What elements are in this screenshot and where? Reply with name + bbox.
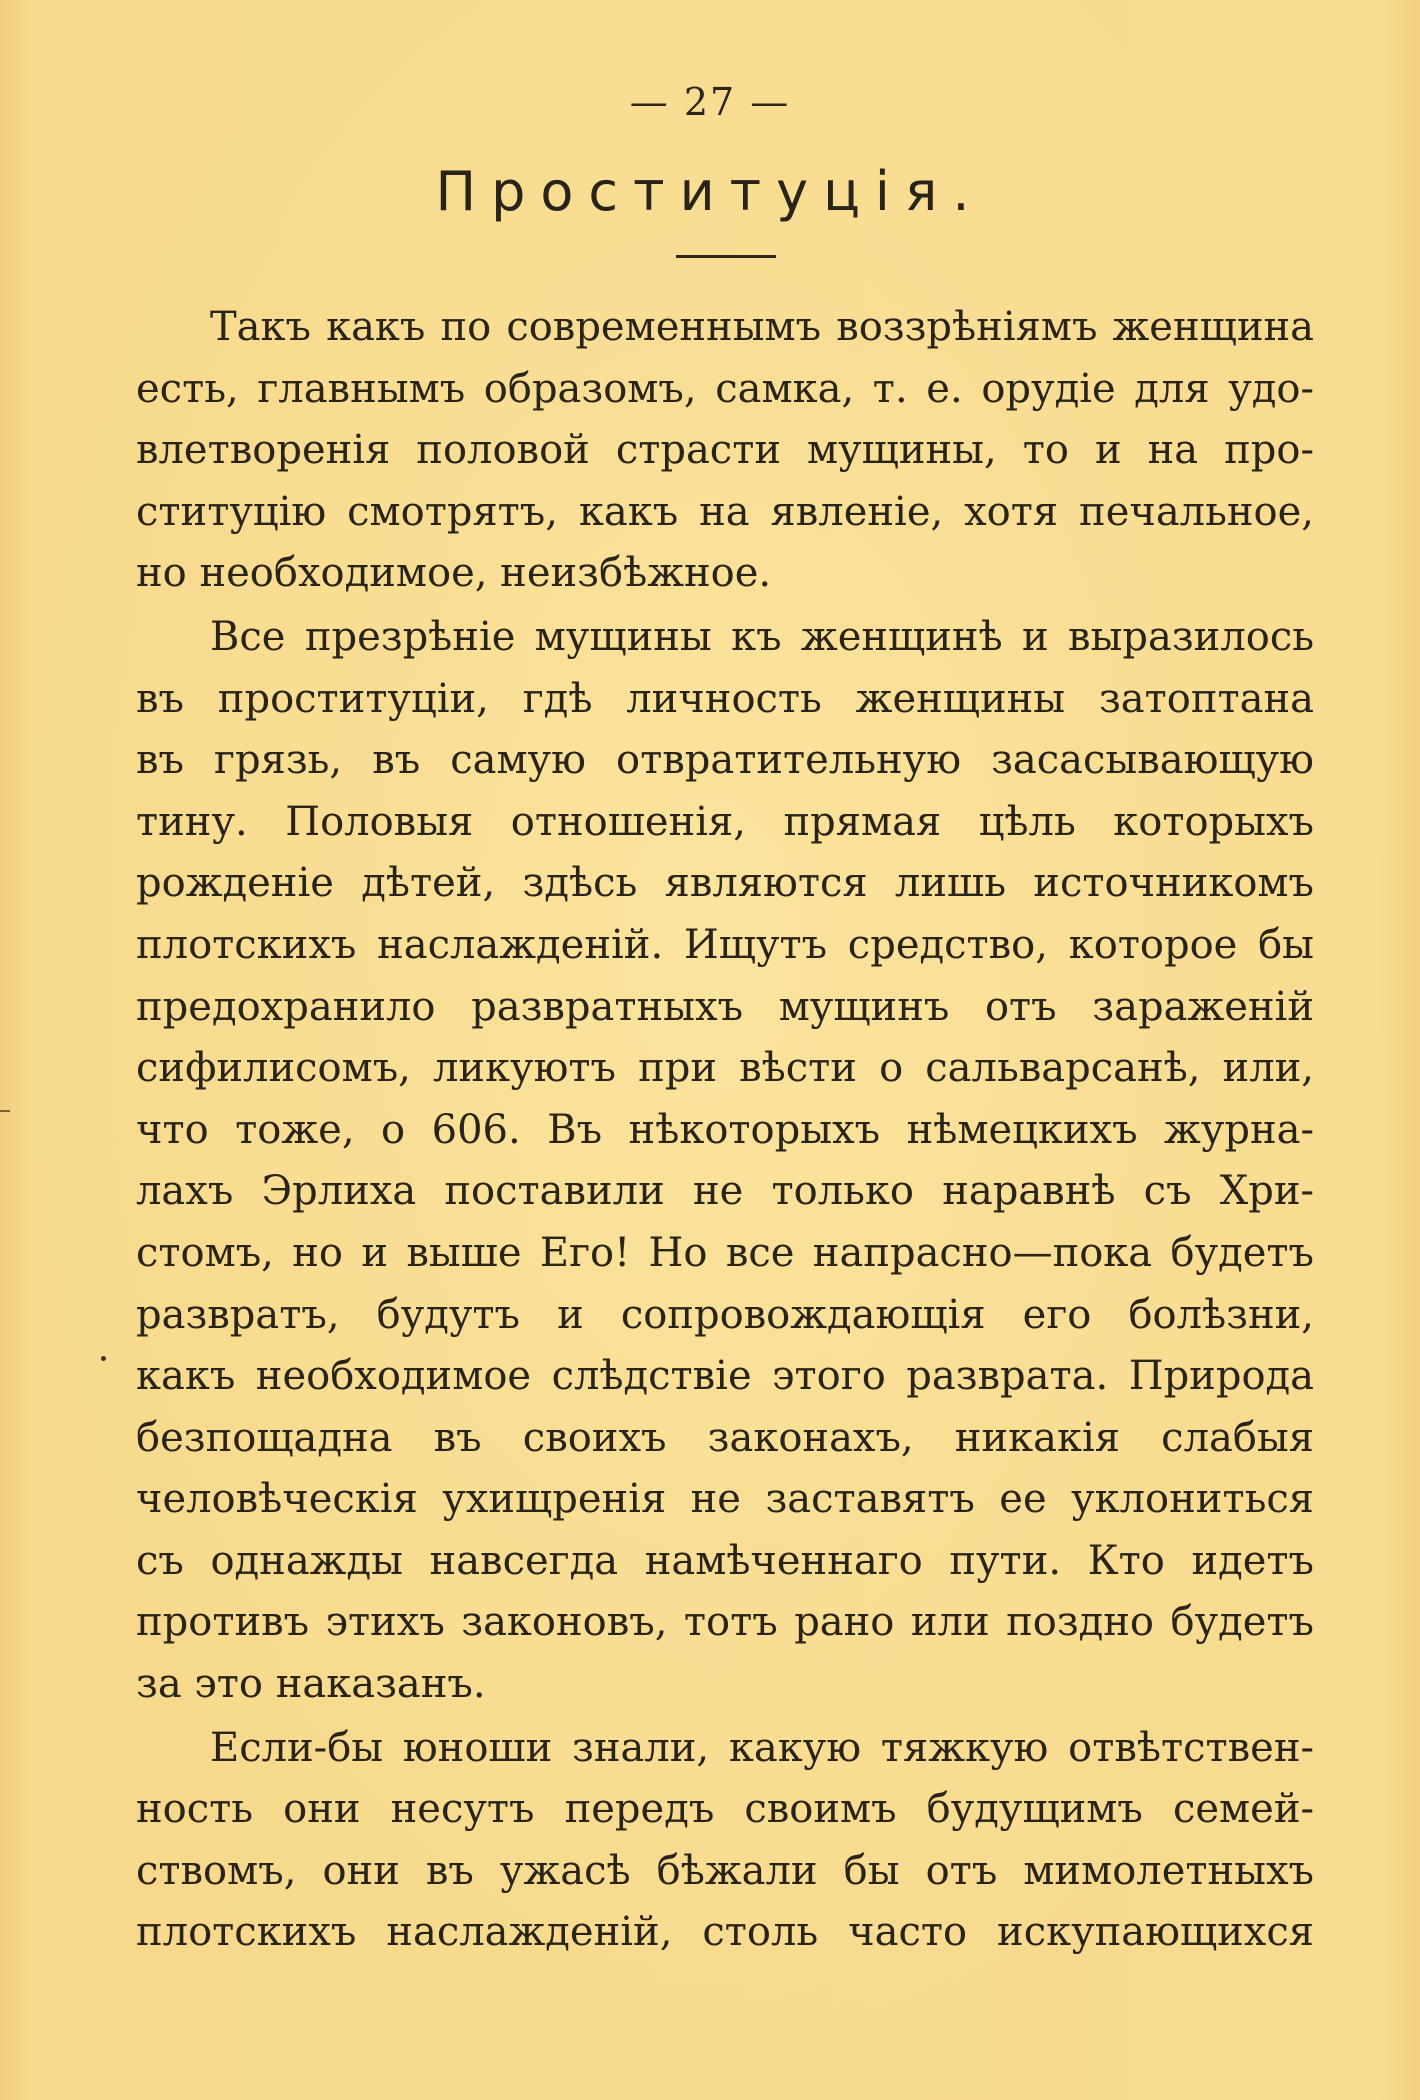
text-line: влетворенія половой страсти мущины, то и на про- [136,427,1314,474]
paragraph-2 [136,607,1314,1716]
text-line: какъ необходимое слѣдствіе этого разврата. Природа [136,1353,1314,1400]
ink-speck [101,1356,106,1361]
text-line: лахъ Эрлиха поставили не только наравнѣ съ Хри- [136,1168,1314,1215]
chapter-title: Проституція. [435,160,985,223]
page-number: — 27 — [629,80,791,124]
text-line: рожденіе дѣтей, здѣсь являются лишь источникомъ [136,860,1314,907]
text-line: Если-бы юноши знали, какую тяжкую отвѣтствен- [210,1724,1314,1771]
text-line: противъ этихъ законовъ, тотъ рано или поздно будетъ [136,1599,1314,1646]
text-line: въ проституціи, гдѣ личность женщины затоптана [136,675,1314,722]
paragraph-3 [136,1718,1314,1964]
text-line: плотскихъ наслажденій, столь часто искупающихся [136,1909,1314,1956]
text-line: но необходимое, неизбѣжное. [136,550,772,597]
text-line: за это наказанъ. [136,1661,486,1708]
text-line: безпощадна въ своихъ законахъ, никакія слабыя [136,1414,1314,1461]
text-line: Такъ какъ по современнымъ воззрѣніямъ женщина [210,304,1314,350]
text-line: ституцію смотрятъ, какъ на явленіе, хотя печальное, [136,488,1314,535]
text-line: что тоже, о 606. Въ нѣкоторыхъ нѣмецкихъ журна- [136,1106,1314,1153]
text-line: ность они несутъ передъ своимъ будущимъ семей- [136,1786,1314,1833]
text-line: предохранило развратныхъ мущинъ отъ зараженій [136,983,1314,1030]
text-line: плотскихъ наслажденій. Ищутъ средство, которое бы [136,921,1314,968]
text-line: Все презрѣніе мущины къ женщинѣ и выразилось [210,613,1314,660]
text-line: въ грязь, въ самую отвратительную засасывающую [136,737,1314,784]
text-line: человѣческія ухищренія не заставятъ ее уклониться [136,1476,1314,1523]
text-line: стомъ, но и выше Его! Но все напрасно—пока будетъ [136,1229,1314,1276]
body-text [136,297,1314,1964]
title-rule [676,255,776,258]
text-line: съ однажды навсегда намѣченнаго пути. Кто идетъ [136,1537,1314,1584]
margin-mark [0,1110,10,1112]
text-line: есть, главнымъ образомъ, самка, т. е. орудіе для удо- [136,365,1314,412]
paragraph-1 [136,297,1314,605]
text-line: ствомъ, они въ ужасѣ бѣжали бы отъ мимолетныхъ [136,1847,1314,1894]
text-line: тину. Половыя отношенія, прямая цѣль которыхъ [136,798,1314,845]
text-line: развратъ, будутъ и сопровождающія его болѣзни, [136,1291,1314,1338]
text-line: сифилисомъ, ликуютъ при вѣсти о сальварсанѣ, или, [136,1045,1314,1092]
